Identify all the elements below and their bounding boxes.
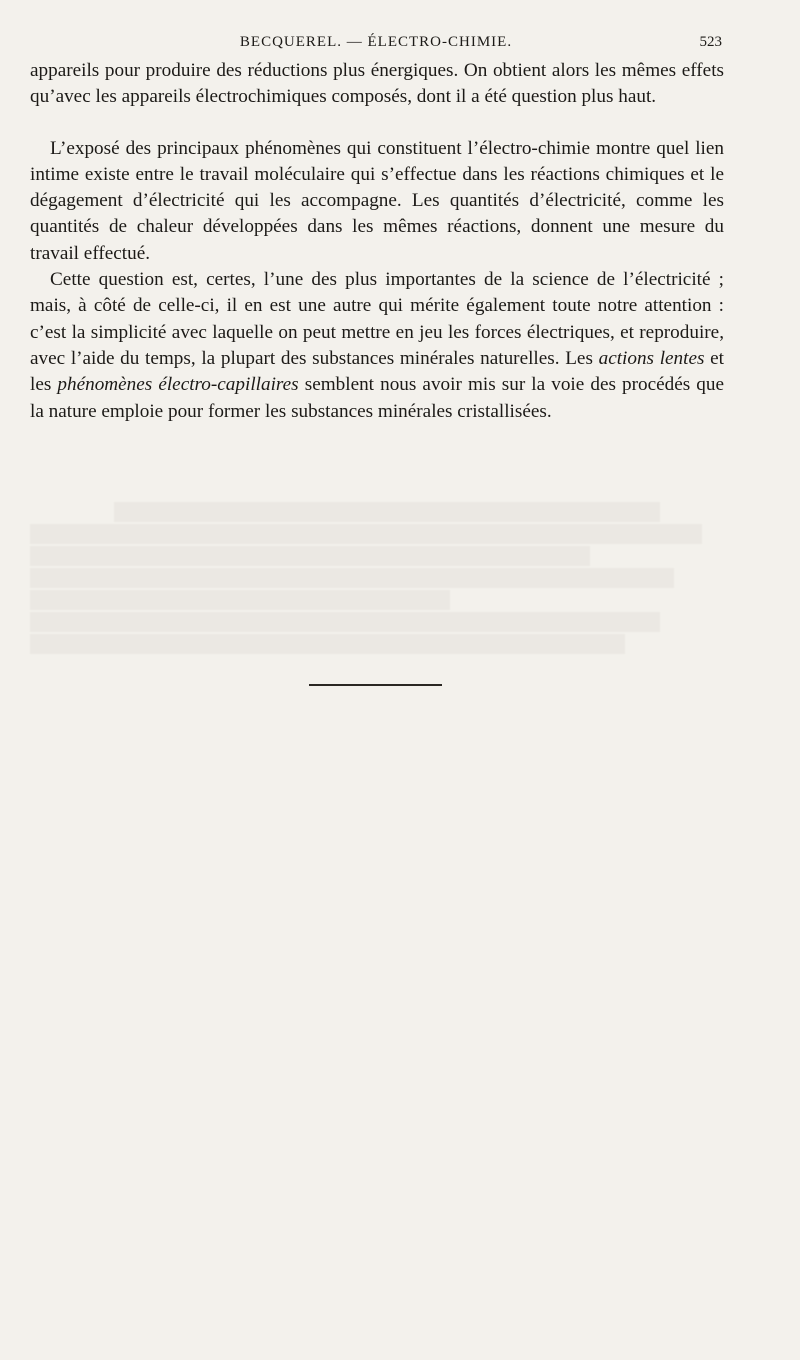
paragraph-3-text-b: et les xyxy=(30,347,724,396)
paragraph-2: L’exposé des principaux phénomènes qui constituent l’électro-chimie montre quel lien intime existe entre le travail moléculaire qui s’effectue dans les réactions chimiques et le dégagement d’électricité qui les accompagne. Les quantités d’électricité, comme les quantités de chaleur développées dans les mêmes réactions, donnent une mesure du travail effectué. xyxy=(30,137,724,264)
body-text xyxy=(30,58,724,425)
section-divider xyxy=(309,684,442,686)
emphasis-actions-lentes: actions lentes xyxy=(598,347,705,369)
bleed-through xyxy=(30,500,730,656)
running-title: BECQUEREL. — ÉLECTRO-CHIMIE. xyxy=(239,34,513,50)
page-number: 523 xyxy=(699,34,722,50)
paragraph-1: appareils pour produire des réductions plus énergiques. On obtient alors les mêmes effets qu’avec les appareils électrochimiques composés, dont il a été question plus haut. xyxy=(30,60,724,108)
paragraph-3-text-c: semblent nous avoir mis sur la voie des procédés que la nature emploie pour former les substances minérales cristallisées. xyxy=(30,374,724,422)
paragraph-3-text-a: Cette question est, certes, l’une des plus importantes de la science de l’électricité ; mais, à côté de celle-ci, il en est une autre qui mérite également toute notre attention : c’est la simplicité avec laquelle on peut mettre en jeu les forces électriques, et reproduire, avec l’aide du temps, la plupart des substances minérales naturelles. Les xyxy=(30,269,724,369)
paragraph-3 xyxy=(30,267,724,425)
emphasis-phenomenes: phénomènes électro-capillaires xyxy=(57,374,299,396)
page-header xyxy=(30,30,722,56)
